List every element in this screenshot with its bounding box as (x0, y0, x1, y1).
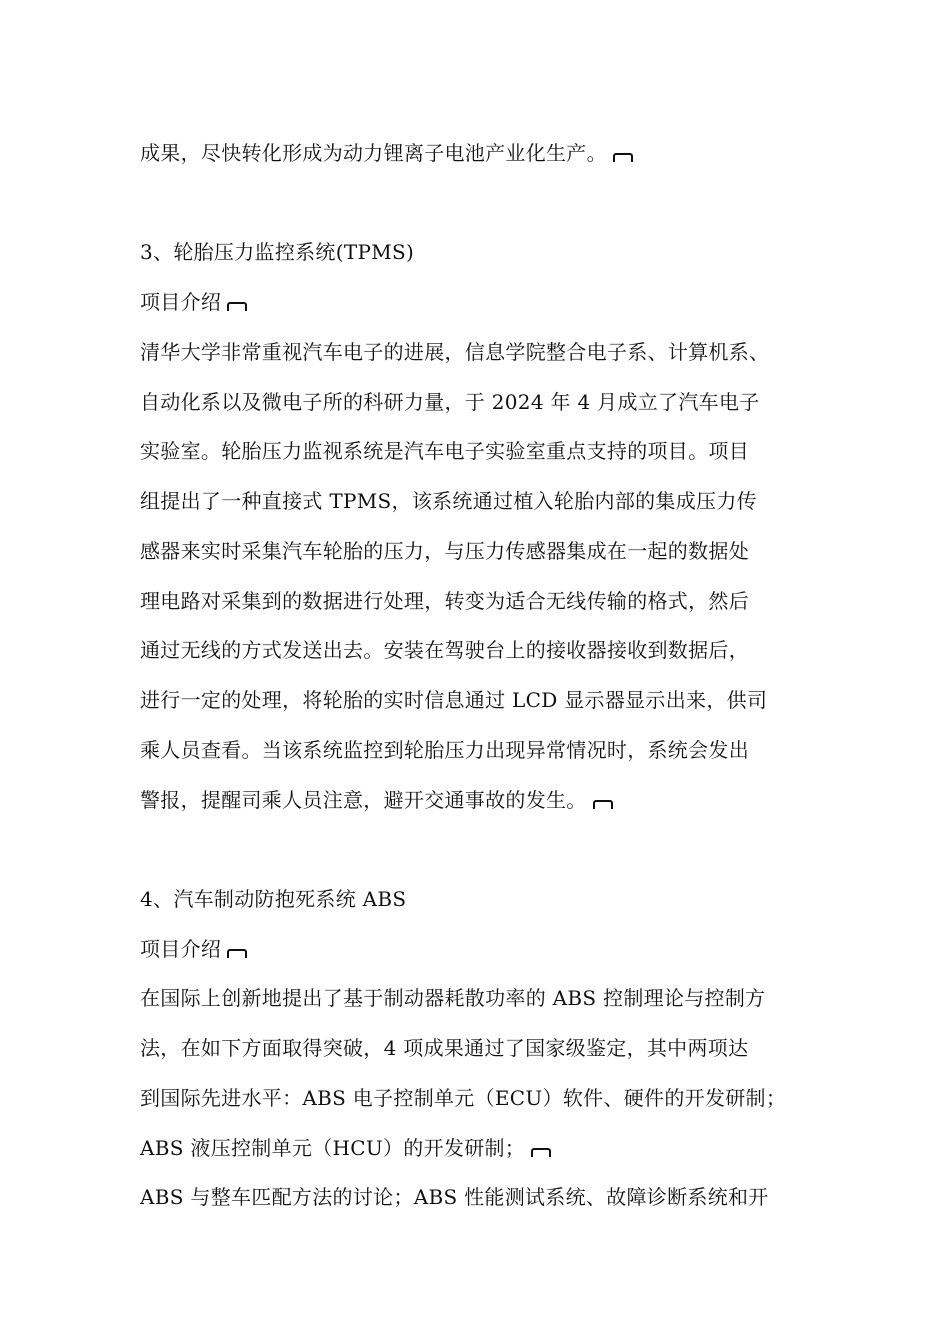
paragraph-line: 警报，提醒司乘人员注意，避开交通事故的发生。 (140, 786, 613, 814)
paragraph-line: 在国际上创新地提出了基于制动器耗散功率的 ABS 控制理论与控制方 (140, 986, 766, 1010)
paragraph-line: 通过无线的方式发送出去。安装在驾驶台上的接收器接收到数据后， (140, 638, 749, 662)
subheading: 项目介绍 (140, 935, 247, 963)
paragraph-mark-icon (227, 302, 247, 311)
paragraph-line: 理电路对采集到的数据进行处理，转变为适合无线传输的格式，然后 (140, 589, 749, 613)
paragraph-mark-icon (613, 153, 633, 162)
paragraph-mark-icon (593, 800, 613, 809)
paragraph-line: 感器来实时采集汽车轮胎的压力，与压力传感器集成在一起的数据处 (140, 539, 749, 563)
paragraph-line: 清华大学非常重视汽车电子的进展，信息学院整合电子系、计算机系、 (140, 340, 770, 364)
paragraph-line: 实验室。轮胎压力监视系统是汽车电子实验室重点支持的项目。项目 (140, 439, 749, 463)
paragraph-line: 进行一定的处理，将轮胎的实时信息通过 LCD 显示器显示出来，供司 (140, 688, 768, 712)
section-heading: 3、轮胎压力监控系统(TPMS) (140, 240, 415, 264)
paragraph-line: 组提出了一种直接式 TPMS，该系统通过植入轮胎内部的集成压力传 (140, 489, 757, 513)
paragraph-line: 成果，尽快转化形成为动力锂离子电池产业化生产。 (140, 139, 633, 167)
paragraph-line: 自动化系以及微电子所的科研力量，于 2024 年 4 月成立了汽车电子 (140, 390, 760, 414)
paragraph-line: ABS 液压控制单元（HCU）的开发研制； (140, 1134, 551, 1162)
paragraph-line: 到国际先进水平：ABS 电子控制单元（ECU）软件、硬件的开发研制； (140, 1086, 787, 1110)
paragraph-line: 法，在如下方面取得突破，4 项成果通过了国家级鉴定，其中两项达 (140, 1036, 749, 1060)
paragraph-mark-icon (227, 949, 247, 958)
paragraph-mark-icon (531, 1148, 551, 1157)
paragraph-line: 乘人员查看。当该系统监控到轮胎压力出现异常情况时，系统会发出 (140, 738, 749, 762)
section-heading: 4、汽车制动防抱死系统 ABS (140, 887, 407, 911)
paragraph-line: ABS 与整车匹配方法的讨论；ABS 性能测试系统、故障诊断系统和开 (140, 1185, 769, 1209)
subheading: 项目介绍 (140, 288, 247, 316)
